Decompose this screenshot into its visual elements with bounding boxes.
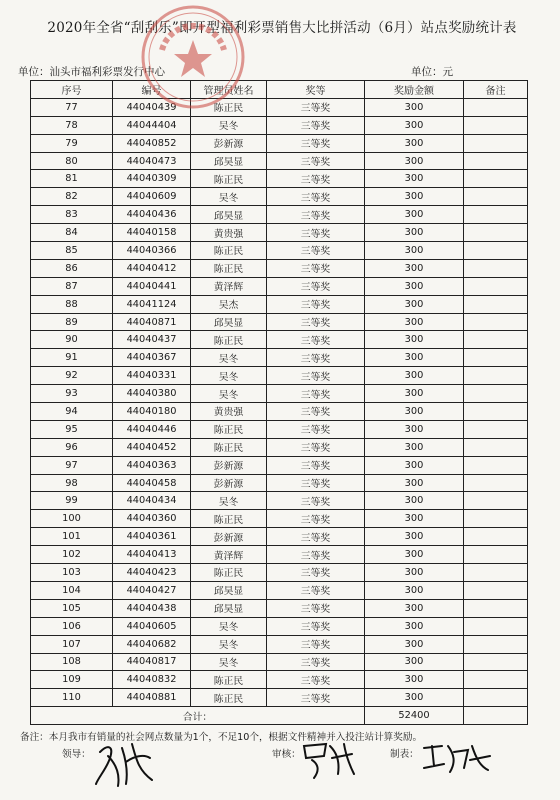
- cell-prize-level: 三等奖: [267, 635, 365, 653]
- cell-prize-level: 三等奖: [267, 420, 365, 438]
- cell-seq: 103: [31, 564, 113, 582]
- cell-prize-level: 三等奖: [267, 152, 365, 170]
- cell-remark: [464, 170, 528, 188]
- cell-amount: 300: [365, 403, 464, 421]
- cell-prize-level: 三等奖: [267, 510, 365, 528]
- cell-seq: 104: [31, 581, 113, 599]
- cell-manager: 彭新源: [191, 134, 267, 152]
- cell-remark: [464, 689, 528, 707]
- cell-remark: [464, 564, 528, 582]
- cell-amount: 300: [365, 116, 464, 134]
- cell-remark: [464, 188, 528, 206]
- cell-remark: [464, 546, 528, 564]
- cell-amount: 300: [365, 331, 464, 349]
- cell-amount: 300: [365, 420, 464, 438]
- cell-prize-level: 三等奖: [267, 367, 365, 385]
- cell-remark: [464, 456, 528, 474]
- footnote: 备注：本月我市有销量的社会网点数量为1个，不足10个，根据文件精神并入投注站计算奖励。: [20, 732, 423, 743]
- table-row: [31, 367, 528, 385]
- cell-manager: 陈正民: [191, 259, 267, 277]
- cell-prize-level: 三等奖: [267, 474, 365, 492]
- cell-remark: [464, 224, 528, 242]
- table-row: [31, 313, 528, 331]
- cell-manager: 彭新源: [191, 474, 267, 492]
- cell-manager: 吴冬: [191, 653, 267, 671]
- cell-seq: 86: [31, 259, 113, 277]
- cell-code: 44040367: [113, 349, 191, 367]
- cell-amount: 300: [365, 385, 464, 403]
- column-header-prize-level: 奖等: [267, 81, 365, 99]
- cell-prize-level: 三等奖: [267, 492, 365, 510]
- cell-remark: [464, 313, 528, 331]
- cell-amount: 300: [365, 188, 464, 206]
- column-header-seq: 序号: [31, 81, 113, 99]
- cell-manager: 吴冬: [191, 385, 267, 403]
- column-header-manager: 管理员姓名: [191, 81, 267, 99]
- cell-amount: 300: [365, 206, 464, 224]
- cell-remark: [464, 581, 528, 599]
- cell-code: 44044404: [113, 116, 191, 134]
- cell-seq: 105: [31, 599, 113, 617]
- cell-prize-level: 三等奖: [267, 617, 365, 635]
- cell-amount: 300: [365, 295, 464, 313]
- cell-remark: [464, 385, 528, 403]
- cell-remark: [464, 152, 528, 170]
- cell-amount: 300: [365, 367, 464, 385]
- cell-seq: 95: [31, 420, 113, 438]
- cell-remark: [464, 277, 528, 295]
- cell-remark: [464, 134, 528, 152]
- cell-manager: 吴冬: [191, 349, 267, 367]
- cell-manager: 邱昊显: [191, 313, 267, 331]
- cell-manager: 彭新源: [191, 528, 267, 546]
- table-row: [31, 420, 528, 438]
- table-header-row: [31, 81, 528, 99]
- table-row: [31, 152, 528, 170]
- table-row: [31, 546, 528, 564]
- cell-code: 44040434: [113, 492, 191, 510]
- total-label: 合计：: [31, 707, 365, 725]
- cell-amount: 300: [365, 456, 464, 474]
- cell-amount: 300: [365, 224, 464, 242]
- reviewer-signature: [300, 738, 356, 782]
- cell-manager: 邱昊显: [191, 581, 267, 599]
- cell-manager: 陈正民: [191, 438, 267, 456]
- table-row: [31, 528, 528, 546]
- cell-code: 44040427: [113, 581, 191, 599]
- cell-code: 44040605: [113, 617, 191, 635]
- cell-manager: 吴杰: [191, 295, 267, 313]
- cell-remark: [464, 474, 528, 492]
- cell-amount: 300: [365, 277, 464, 295]
- cell-code: 44040852: [113, 134, 191, 152]
- cell-prize-level: 三等奖: [267, 349, 365, 367]
- table-body: [31, 98, 528, 706]
- cell-seq: 81: [31, 170, 113, 188]
- cell-seq: 90: [31, 331, 113, 349]
- cell-prize-level: 三等奖: [267, 313, 365, 331]
- cell-prize-level: 三等奖: [267, 599, 365, 617]
- cell-code: 44041124: [113, 295, 191, 313]
- cell-code: 44040360: [113, 510, 191, 528]
- award-table: [30, 80, 528, 725]
- cell-code: 44040452: [113, 438, 191, 456]
- cell-manager: 陈正民: [191, 242, 267, 260]
- cell-code: 44040817: [113, 653, 191, 671]
- column-header-code: 编号: [113, 81, 191, 99]
- cell-remark: [464, 438, 528, 456]
- cell-prize-level: 三等奖: [267, 116, 365, 134]
- table-row: [31, 653, 528, 671]
- table-row: [31, 134, 528, 152]
- cell-amount: 300: [365, 313, 464, 331]
- cell-code: 44040682: [113, 635, 191, 653]
- total-value: 52400: [365, 707, 464, 725]
- cell-manager: 陈正民: [191, 510, 267, 528]
- table-row: [31, 206, 528, 224]
- cell-code: 44040458: [113, 474, 191, 492]
- table-row: [31, 599, 528, 617]
- cell-seq: 106: [31, 617, 113, 635]
- cell-remark: [464, 420, 528, 438]
- cell-seq: 91: [31, 349, 113, 367]
- cell-manager: 邱昊显: [191, 152, 267, 170]
- table-row: [31, 277, 528, 295]
- cell-prize-level: 三等奖: [267, 581, 365, 599]
- cell-amount: 300: [365, 528, 464, 546]
- cell-manager: 陈正民: [191, 671, 267, 689]
- cell-remark: [464, 206, 528, 224]
- cell-amount: 300: [365, 689, 464, 707]
- document-title: 2020年全省“刮刮乐”即开型福利彩票销售大比拼活动（6月）站点奖励统计表: [47, 20, 517, 36]
- cell-manager: 黄贵强: [191, 403, 267, 421]
- table-row: [31, 456, 528, 474]
- cell-code: 44040438: [113, 599, 191, 617]
- cell-seq: 77: [31, 98, 113, 116]
- cell-seq: 92: [31, 367, 113, 385]
- cell-amount: 300: [365, 653, 464, 671]
- cell-manager: 陈正民: [191, 689, 267, 707]
- cell-seq: 84: [31, 224, 113, 242]
- cell-amount: 300: [365, 242, 464, 260]
- cell-code: 44040363: [113, 456, 191, 474]
- table-row: [31, 224, 528, 242]
- cell-remark: [464, 367, 528, 385]
- cell-code: 44040441: [113, 277, 191, 295]
- cell-seq: 100: [31, 510, 113, 528]
- table-row: [31, 259, 528, 277]
- cell-amount: 300: [365, 564, 464, 582]
- cell-amount: 300: [365, 617, 464, 635]
- cell-code: 44040331: [113, 367, 191, 385]
- cell-manager: 黄泽辉: [191, 277, 267, 295]
- cell-manager: 吴冬: [191, 492, 267, 510]
- cell-remark: [464, 116, 528, 134]
- table-row: [31, 331, 528, 349]
- table-row: [31, 349, 528, 367]
- cell-code: 44040871: [113, 313, 191, 331]
- preparer-signature: [420, 738, 492, 778]
- cell-manager: 吴冬: [191, 617, 267, 635]
- cell-prize-level: 三等奖: [267, 671, 365, 689]
- cell-seq: 107: [31, 635, 113, 653]
- table-row: [31, 474, 528, 492]
- cell-prize-level: 三等奖: [267, 689, 365, 707]
- cell-prize-level: 三等奖: [267, 170, 365, 188]
- cell-amount: 300: [365, 152, 464, 170]
- cell-manager: 陈正民: [191, 170, 267, 188]
- table-row: [31, 617, 528, 635]
- total-remark: [464, 707, 528, 725]
- cell-seq: 93: [31, 385, 113, 403]
- cell-seq: 109: [31, 671, 113, 689]
- cell-remark: [464, 492, 528, 510]
- table-row: [31, 98, 528, 116]
- cell-prize-level: 三等奖: [267, 546, 365, 564]
- cell-prize-level: 三等奖: [267, 224, 365, 242]
- cell-seq: 96: [31, 438, 113, 456]
- cell-seq: 87: [31, 277, 113, 295]
- cell-prize-level: 三等奖: [267, 456, 365, 474]
- cell-remark: [464, 295, 528, 313]
- cell-prize-level: 三等奖: [267, 403, 365, 421]
- cell-manager: 吴冬: [191, 116, 267, 134]
- cell-manager: 吴冬: [191, 188, 267, 206]
- cell-manager: 邱昊显: [191, 599, 267, 617]
- cell-amount: 300: [365, 510, 464, 528]
- cell-code: 44040423: [113, 564, 191, 582]
- cell-prize-level: 三等奖: [267, 331, 365, 349]
- table-row: [31, 188, 528, 206]
- table-row: [31, 438, 528, 456]
- cell-code: 44040881: [113, 689, 191, 707]
- cell-amount: 300: [365, 170, 464, 188]
- cell-code: 44040158: [113, 224, 191, 242]
- cell-prize-level: 三等奖: [267, 98, 365, 116]
- cell-code: 44040309: [113, 170, 191, 188]
- cell-seq: 80: [31, 152, 113, 170]
- cell-seq: 97: [31, 456, 113, 474]
- cell-remark: [464, 331, 528, 349]
- cell-remark: [464, 98, 528, 116]
- table-row: [31, 581, 528, 599]
- cell-seq: 79: [31, 134, 113, 152]
- cell-prize-level: 三等奖: [267, 295, 365, 313]
- cell-remark: [464, 510, 528, 528]
- table-row: [31, 671, 528, 689]
- cell-seq: 78: [31, 116, 113, 134]
- cell-prize-level: 三等奖: [267, 528, 365, 546]
- cell-code: 44040180: [113, 403, 191, 421]
- table-row: [31, 385, 528, 403]
- cell-code: 44040439: [113, 98, 191, 116]
- cell-prize-level: 三等奖: [267, 188, 365, 206]
- cell-prize-level: 三等奖: [267, 564, 365, 582]
- cell-code: 44040380: [113, 385, 191, 403]
- cell-seq: 108: [31, 653, 113, 671]
- cell-amount: 300: [365, 438, 464, 456]
- total-row: [31, 707, 528, 725]
- column-header-remark: 备注: [464, 81, 528, 99]
- cell-amount: 300: [365, 546, 464, 564]
- cell-seq: 94: [31, 403, 113, 421]
- cell-remark: [464, 653, 528, 671]
- table-row: [31, 689, 528, 707]
- cell-code: 44040361: [113, 528, 191, 546]
- cell-amount: 300: [365, 635, 464, 653]
- table-row: [31, 295, 528, 313]
- cell-seq: 83: [31, 206, 113, 224]
- cell-prize-level: 三等奖: [267, 653, 365, 671]
- cell-prize-level: 三等奖: [267, 385, 365, 403]
- table-row: [31, 635, 528, 653]
- cell-remark: [464, 242, 528, 260]
- cell-manager: 吴冬: [191, 635, 267, 653]
- cell-manager: 邱昊显: [191, 206, 267, 224]
- cell-remark: [464, 259, 528, 277]
- cell-manager: 彭新源: [191, 456, 267, 474]
- cell-amount: 300: [365, 349, 464, 367]
- cell-code: 44040366: [113, 242, 191, 260]
- cell-code: 44040832: [113, 671, 191, 689]
- cell-amount: 300: [365, 599, 464, 617]
- cell-amount: 300: [365, 474, 464, 492]
- cell-seq: 89: [31, 313, 113, 331]
- cell-remark: [464, 671, 528, 689]
- reviewer-label: 审核：: [272, 749, 301, 760]
- cell-code: 44040473: [113, 152, 191, 170]
- cell-amount: 300: [365, 134, 464, 152]
- cell-code: 44040412: [113, 259, 191, 277]
- cell-amount: 300: [365, 259, 464, 277]
- cell-prize-level: 三等奖: [267, 242, 365, 260]
- cell-seq: 98: [31, 474, 113, 492]
- preparer-label: 制表：: [390, 749, 419, 760]
- cell-seq: 88: [31, 295, 113, 313]
- unit-organization: 单位：汕头市福利彩票发行中心: [18, 66, 165, 78]
- leader-label: 领导：: [62, 749, 91, 760]
- cell-manager: 陈正民: [191, 420, 267, 438]
- cell-seq: 110: [31, 689, 113, 707]
- unit-currency: 单位：元: [411, 66, 453, 78]
- cell-prize-level: 三等奖: [267, 438, 365, 456]
- cell-code: 44040609: [113, 188, 191, 206]
- cell-seq: 82: [31, 188, 113, 206]
- table-row: [31, 170, 528, 188]
- cell-seq: 102: [31, 546, 113, 564]
- cell-code: 44040436: [113, 206, 191, 224]
- cell-remark: [464, 528, 528, 546]
- table-row: [31, 116, 528, 134]
- cell-prize-level: 三等奖: [267, 277, 365, 295]
- cell-remark: [464, 599, 528, 617]
- cell-seq: 99: [31, 492, 113, 510]
- cell-remark: [464, 349, 528, 367]
- cell-code: 44040446: [113, 420, 191, 438]
- cell-seq: 101: [31, 528, 113, 546]
- cell-prize-level: 三等奖: [267, 134, 365, 152]
- cell-amount: 300: [365, 98, 464, 116]
- table-row: [31, 492, 528, 510]
- cell-amount: 300: [365, 492, 464, 510]
- table-row: [31, 510, 528, 528]
- cell-remark: [464, 403, 528, 421]
- cell-manager: 黄贵强: [191, 224, 267, 242]
- cell-manager: 黄泽辉: [191, 546, 267, 564]
- cell-manager: 陈正民: [191, 331, 267, 349]
- cell-amount: 300: [365, 671, 464, 689]
- cell-seq: 85: [31, 242, 113, 260]
- cell-amount: 300: [365, 581, 464, 599]
- cell-remark: [464, 617, 528, 635]
- cell-prize-level: 三等奖: [267, 206, 365, 224]
- cell-code: 44040437: [113, 331, 191, 349]
- cell-prize-level: 三等奖: [267, 259, 365, 277]
- cell-code: 44040413: [113, 546, 191, 564]
- cell-manager: 陈正民: [191, 98, 267, 116]
- cell-manager: 陈正民: [191, 564, 267, 582]
- cell-manager: 吴冬: [191, 367, 267, 385]
- column-header-amount: 奖励金额: [365, 81, 464, 99]
- table-row: [31, 242, 528, 260]
- cell-remark: [464, 635, 528, 653]
- table-row: [31, 403, 528, 421]
- table-row: [31, 564, 528, 582]
